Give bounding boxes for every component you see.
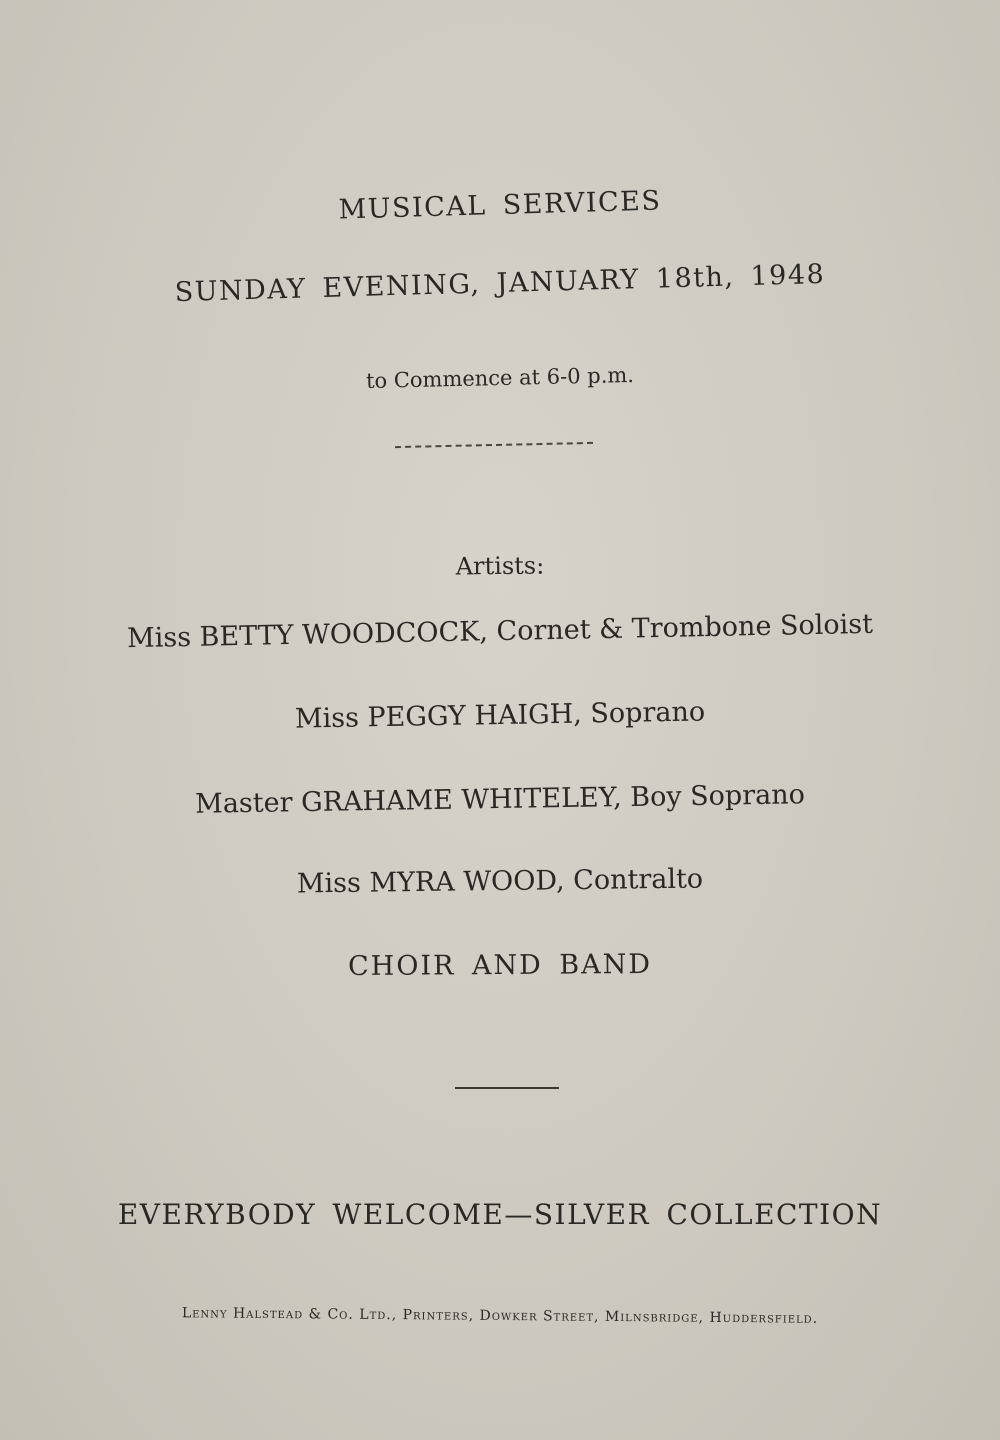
- programme-title: MUSICAL SERVICES: [338, 185, 662, 226]
- welcome-line: EVERYBODY WELCOME—SILVER COLLECTION: [117, 1198, 883, 1231]
- start-time: to Commence at 6-0 p.m.: [365, 362, 635, 394]
- ensemble-line: CHOIR AND BAND: [347, 948, 653, 983]
- artist-line: Miss MYRA WOOD, Contralto: [296, 863, 704, 900]
- artists-label: Artists:: [455, 551, 545, 581]
- artist-line: Miss BETTY WOODCOCK, Cornet & Trombone Soloist: [126, 608, 874, 655]
- artist-line: Miss PEGGY HAIGH, Soprano: [294, 696, 706, 735]
- service-date: SUNDAY EVENING, JANUARY 18th, 1948: [174, 258, 826, 309]
- printer-imprint: Lenny Halstead & Co. Ltd., Printers, Dowker Street, Milnsbridge, Huddersfield.: [181, 1305, 819, 1327]
- artist-line: Master GRAHAME WHITELEY, Boy Soprano: [194, 779, 806, 820]
- solid-divider: [455, 1087, 559, 1089]
- dashed-divider: [395, 442, 593, 448]
